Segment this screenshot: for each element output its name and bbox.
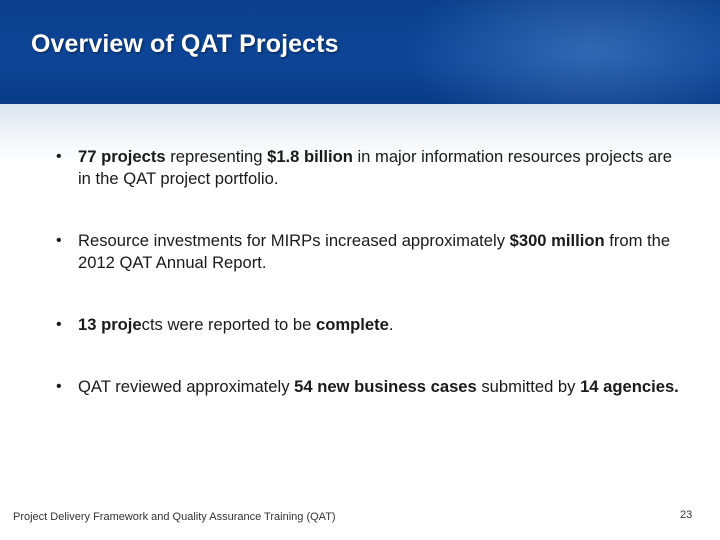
bullet-text-run: from the 2012 QAT Annual Report. — [78, 231, 671, 272]
bullet-text-bold: 77 projects — [78, 147, 166, 166]
bullet-marker: • — [56, 378, 62, 395]
bullet-text-run: in major information resources projects are in the QAT project portfolio. — [78, 147, 672, 188]
footer-text: Project Delivery Framework and Quality Assurance Training (QAT) — [13, 511, 336, 523]
bullet-marker: • — [56, 148, 62, 165]
bullet-text — [78, 377, 679, 396]
bullet-text-run: Resource investments for MIRPs increased approximately — [78, 231, 510, 250]
bullet-item-investments — [52, 230, 682, 274]
bullet-text — [78, 147, 672, 188]
slide-title: Overview of QAT Projects — [31, 30, 339, 58]
bullet-marker: • — [56, 316, 62, 333]
bullet-text-bold: 13 proje — [78, 315, 142, 334]
bullet-text-run: representing — [165, 147, 268, 166]
bullet-item-business-cases — [52, 376, 682, 398]
bullet-text-bold: $1.8 billion — [267, 147, 353, 166]
bullet-text-bold: 14 agencies. — [580, 377, 679, 396]
bullet-item-projects — [52, 146, 682, 190]
bullet-item-complete — [52, 314, 682, 336]
bullet-text-run: QAT reviewed approximately — [78, 377, 295, 396]
bullet-text-bold: 54 new business cases — [294, 377, 477, 396]
bullet-marker: • — [56, 232, 62, 249]
bullet-list — [52, 146, 682, 398]
title-banner — [0, 0, 720, 104]
bullet-text-bold: $300 million — [509, 231, 605, 250]
bullet-text-run: cts were reported to be — [141, 315, 316, 334]
bullet-text — [78, 231, 670, 272]
bullet-text — [78, 315, 393, 334]
bullet-text-run: submitted by — [476, 377, 581, 396]
page-number: 23 — [680, 509, 693, 521]
bullet-text-run: . — [388, 315, 394, 334]
bullet-text-bold: complete — [315, 315, 389, 334]
